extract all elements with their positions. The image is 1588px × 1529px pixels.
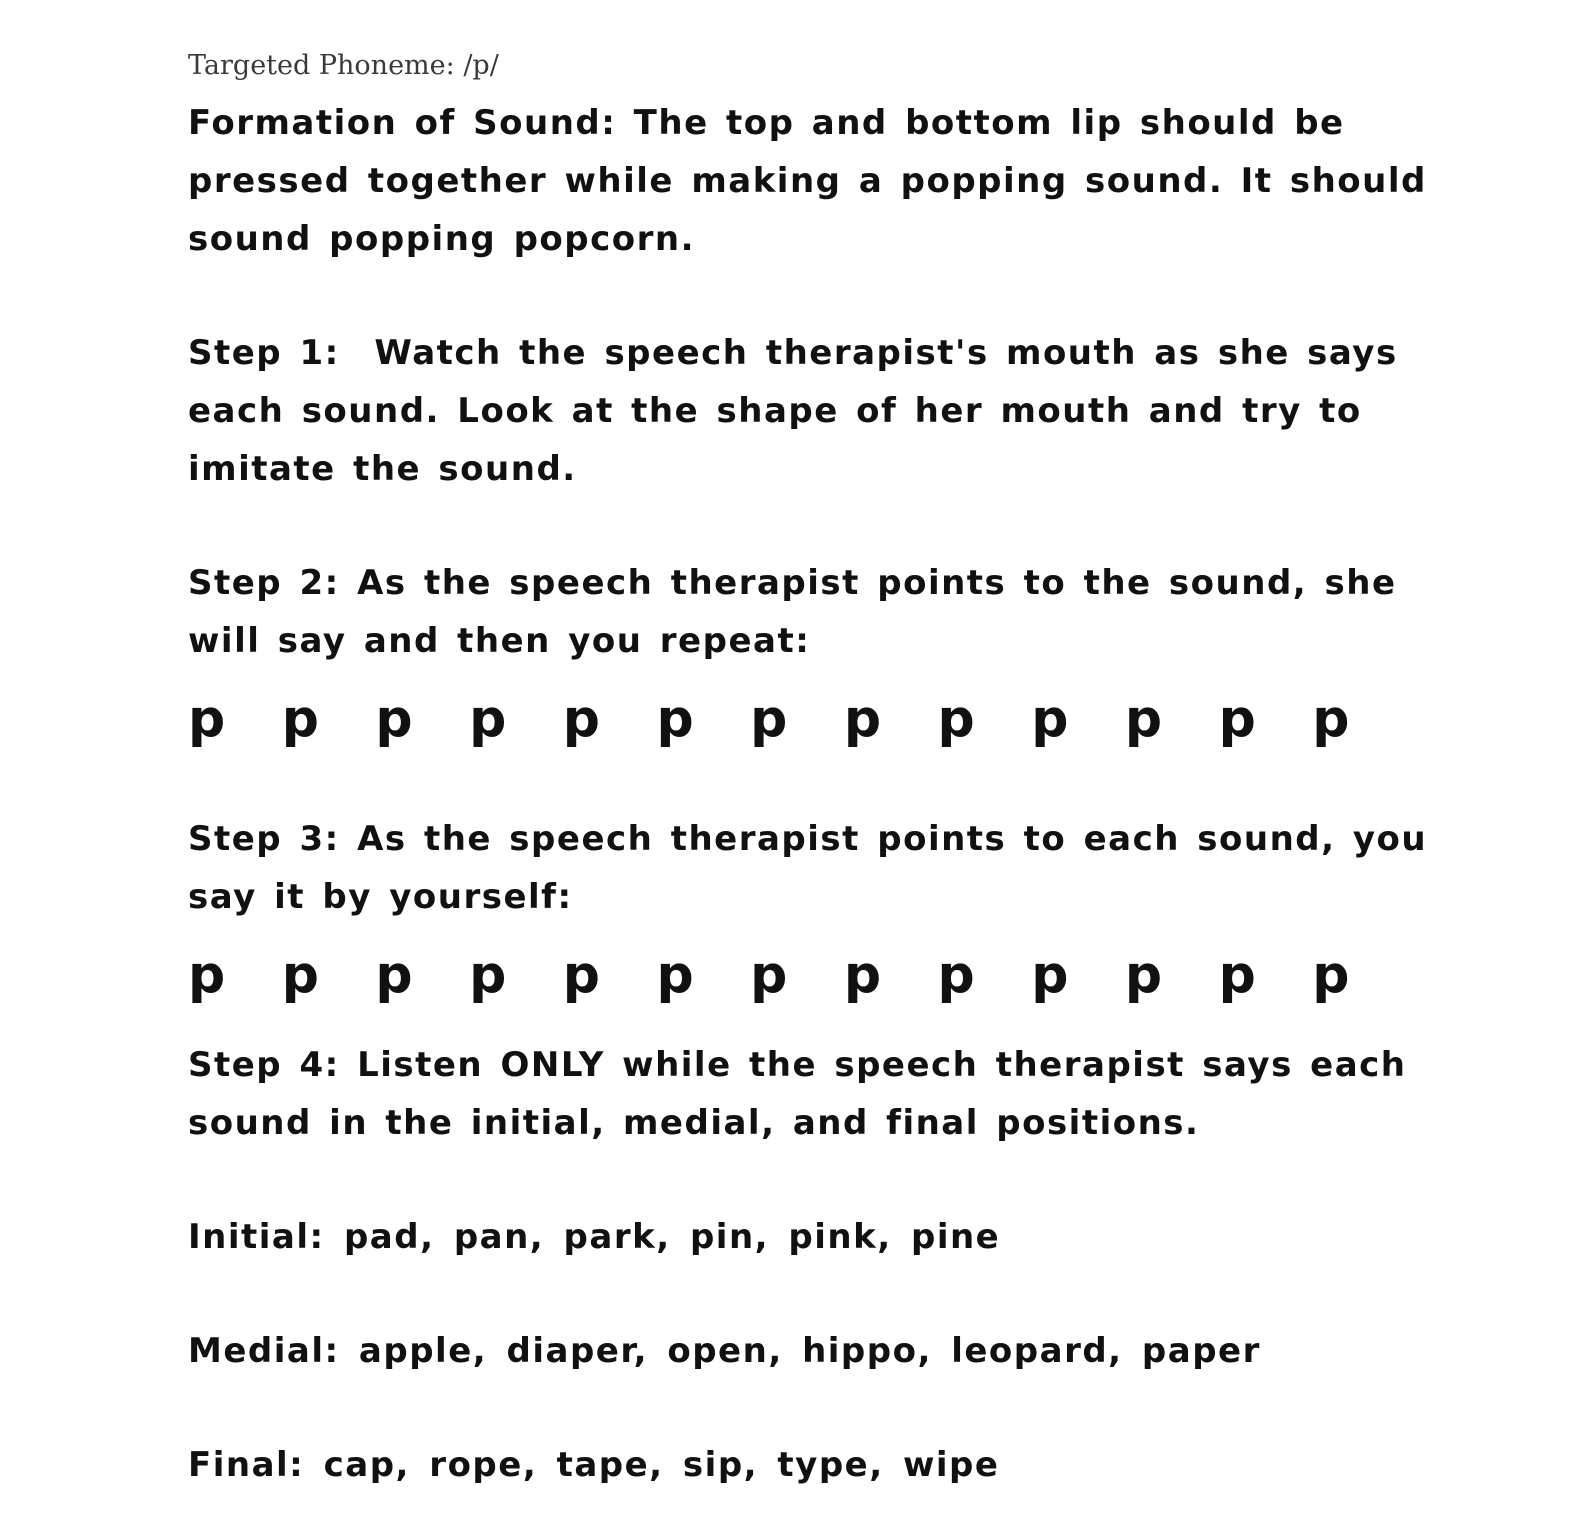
formation-of-sound-paragraph: Formation of Sound: The top and bottom lip should be pressed together while making a popping sound. It should sound popping popcorn. — [188, 103, 1445, 260]
letter-p: p — [562, 689, 600, 750]
letter-p: p — [281, 689, 319, 750]
letter-p: p — [937, 689, 975, 750]
letter-p: p — [750, 689, 788, 750]
spacer — [188, 498, 1448, 554]
spacer — [188, 1380, 1448, 1436]
worksheet-page — [188, 50, 1448, 1494]
letter-p: p — [656, 945, 694, 1006]
letter-p: p — [1031, 689, 1069, 750]
letter-p: p — [188, 689, 226, 750]
step-2-paragraph: Step 2: As the speech therapist points to the sound, she will say and then you repeat: — [188, 563, 1414, 662]
spacer — [188, 754, 1448, 810]
letter-p: p — [843, 945, 882, 1006]
spacer — [188, 268, 1448, 324]
letter-p: p — [1031, 945, 1069, 1006]
letter-p: p — [1124, 689, 1163, 750]
letter-p: p — [281, 945, 319, 1006]
spacer — [188, 1010, 1448, 1036]
letter-p: p — [1218, 689, 1256, 750]
medial-words-line: Medial: apple, diaper, open, hippo, leopard, paper — [188, 1331, 1261, 1372]
spacer — [188, 1266, 1448, 1322]
letter-p: p — [469, 689, 507, 750]
letter-p: p — [1124, 945, 1163, 1006]
step-2-letter-row — [188, 684, 1448, 754]
letter-p: p — [937, 945, 975, 1006]
letter-p: p — [375, 689, 413, 750]
targeted-phoneme-heading: Targeted Phoneme: /p/ — [188, 50, 499, 81]
letter-p: p — [469, 945, 507, 1006]
letter-p: p — [188, 945, 226, 1006]
letter-p: p — [656, 689, 694, 750]
letter-p: p — [1312, 689, 1350, 750]
initial-words-line: Initial: pad, pan, park, pin, pink, pine — [188, 1217, 1001, 1258]
letter-p: p — [562, 945, 600, 1006]
spacer — [188, 1152, 1448, 1208]
step-3-paragraph: Step 3: As the speech therapist points to each sound, you say it by yourself: — [188, 819, 1445, 918]
final-words-line: Final: cap, rope, tape, sip, type, wipe — [188, 1445, 1000, 1486]
letter-p: p — [1218, 945, 1256, 1006]
letter-p: p — [843, 689, 882, 750]
letter-p: p — [375, 945, 413, 1006]
letter-p: p — [750, 945, 788, 1006]
step-1-paragraph: Step 1: Watch the speech therapist's mouth as she says each sound. Look at the shape of her mouth and try to imitate the sound. — [188, 333, 1416, 490]
step-3-letter-row — [188, 940, 1448, 1010]
letter-p: p — [1312, 945, 1350, 1006]
step-4-paragraph: Step 4: Listen ONLY while the speech therapist says each sound in the initial, medial, and final positions. — [188, 1045, 1424, 1144]
